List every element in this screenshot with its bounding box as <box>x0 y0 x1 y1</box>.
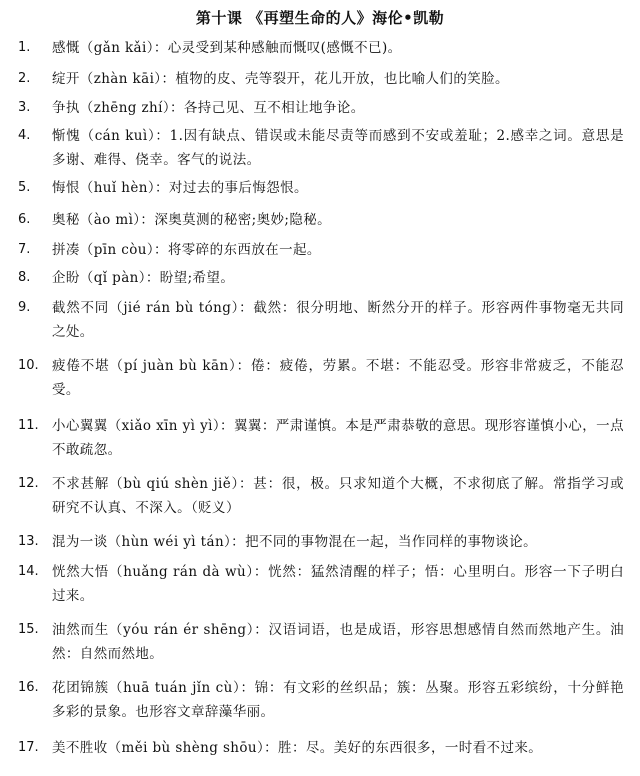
vocab-entry <box>0 736 624 760</box>
entry-text: 小心翼翼（xiǎo xīn yì yì）：翼翼：严肃谨慎。本是严肃恭敬的意思。现形容谨慎小心，一点不敢疏忽。 <box>52 418 624 458</box>
entry-text: 惭愧（cán kuì）：1.因有缺点、错误或未能尽责等而感到不安或羞耻；2.感幸之词。意思是多谢、难得、侥幸。客气的说法。 <box>52 128 624 168</box>
entry-number: 4. <box>18 128 31 143</box>
entry-number: 13. <box>18 534 39 549</box>
entry-number: 16. <box>18 680 39 695</box>
entry-text: 不求甚解（bù qiú shèn jiě）：甚：很，极。只求知道个大概，不求彻底了解。常指学习或研究不认真、不深入。（贬义） <box>52 476 624 516</box>
entry-text: 混为一谈（hùn wéi yì tán）：把不同的事物混在一起，当作同样的事物谈论。 <box>52 534 537 550</box>
entry-text: 花团锦簇（huā tuán jǐn cù）：锦：有文彩的丝织品；簇：丛聚。形容五彩缤纷，十分鲜艳多彩的景象。也形容文章辞藻华丽。 <box>52 680 624 720</box>
entry-number: 7. <box>18 242 31 257</box>
vocab-entry <box>0 208 624 232</box>
vocab-entry <box>0 36 624 60</box>
vocab-entry <box>0 266 624 290</box>
vocab-entry <box>0 414 624 462</box>
vocab-entry <box>0 560 624 608</box>
entry-number: 10. <box>18 358 39 373</box>
entry-number: 1. <box>18 40 31 55</box>
entry-text: 绽开（zhàn kāi）：植物的皮、壳等裂开，花儿开放，也比喻人们的笑脸。 <box>52 71 509 87</box>
entry-number: 15. <box>18 622 39 637</box>
vocab-entry <box>0 472 624 520</box>
entry-text: 美不胜收（měi bù shèng shōu）：胜：尽。美好的东西很多，一时看不过来。 <box>52 740 543 756</box>
entry-number: 5. <box>18 180 31 195</box>
entry-number: 6. <box>18 212 31 227</box>
entry-text: 悔恨（huǐ hèn）：对过去的事后悔怨恨。 <box>52 180 308 196</box>
entry-text: 感慨（gǎn kǎi）：心灵受到某种感触而慨叹(感慨不已)。 <box>52 40 402 56</box>
entry-number: 17. <box>18 740 39 755</box>
entry-number: 12. <box>18 476 39 491</box>
entry-text: 油然而生（yóu rán ér shēng）：汉语词语，也是成语，形容思想感情自然而然地产生。油然：自然而然地。 <box>52 622 624 662</box>
vocab-entry <box>0 676 624 724</box>
entry-number: 9. <box>18 300 31 315</box>
vocab-entry <box>0 67 624 91</box>
vocab-entry <box>0 618 624 666</box>
vocab-entry <box>0 530 624 554</box>
vocab-entry <box>0 296 624 344</box>
entry-number: 8. <box>18 270 31 285</box>
entry-number: 14. <box>18 564 39 579</box>
entry-text: 奥秘（ào mì）：深奥莫测的秘密;奥妙;隐秘。 <box>52 212 332 228</box>
vocab-entry <box>0 354 624 402</box>
entry-text: 恍然大悟（huǎng rán dà wù）：恍然：猛然清醒的样子；悟：心里明白。形容一下子明白过来。 <box>52 564 624 604</box>
entry-number: 2. <box>18 71 31 86</box>
lesson-title: 第十课 《再塑生命的人》海伦•凯勒 <box>195 9 445 27</box>
vocab-entry <box>0 124 624 172</box>
entry-text: 争执（zhēng zhí）：各持己见、互不相让地争论。 <box>52 100 365 116</box>
vocab-entry <box>0 176 624 200</box>
vocab-entry <box>0 96 624 120</box>
entry-text: 疲倦不堪（pí juàn bù kān）：倦：疲倦，劳累。不堪：不能忍受。形容非常疲乏，不能忍受。 <box>52 358 624 398</box>
vocab-entry <box>0 238 624 262</box>
entry-text: 企盼（qǐ pàn）：盼望;希望。 <box>52 270 235 286</box>
entry-text: 截然不同（jié rán bù tóng）：截然：很分明地、断然分开的样子。形容两件事物毫无共同之处。 <box>52 300 624 340</box>
entry-number: 3. <box>18 100 31 115</box>
entry-text: 拼凑（pīn còu）：将零碎的东西放在一起。 <box>52 242 321 258</box>
entry-number: 11. <box>18 418 39 433</box>
